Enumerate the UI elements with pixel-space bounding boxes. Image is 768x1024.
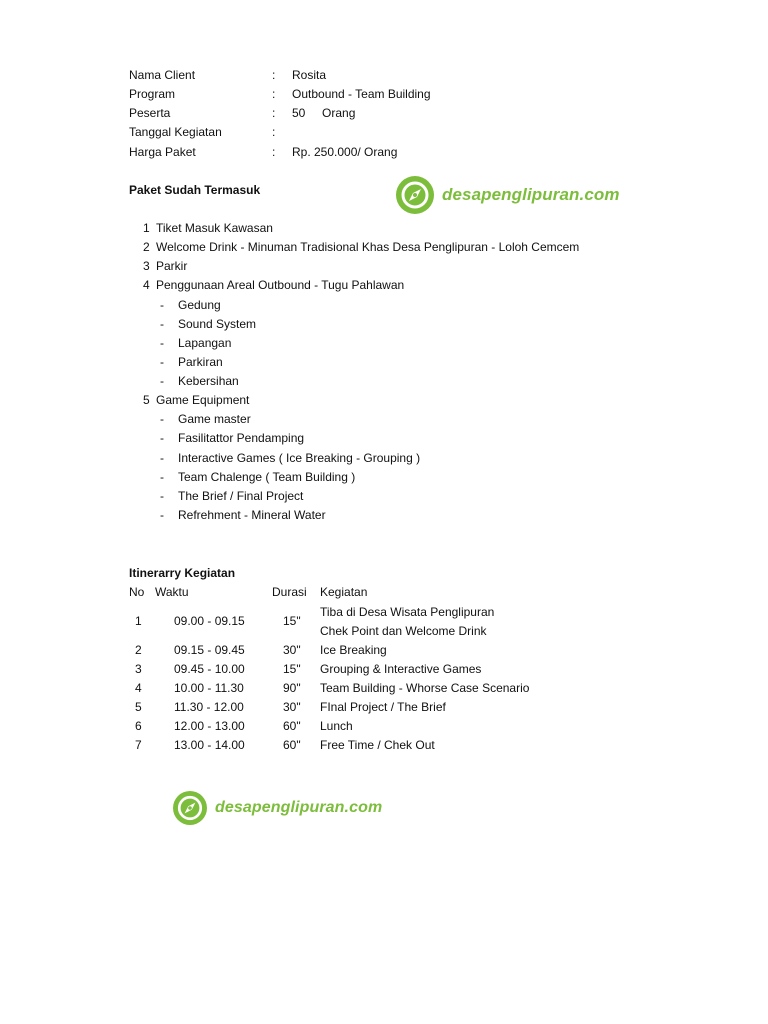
dash-bullet: -: [160, 412, 164, 426]
header-kegiatan: Kegiatan: [320, 585, 368, 599]
row-kegiatan: Grouping & Interactive Games: [320, 662, 482, 676]
dash-bullet: -: [160, 451, 164, 465]
item-number: 2: [143, 240, 150, 254]
list-subitem: Parkiran: [178, 355, 223, 369]
row-no: 1: [135, 614, 142, 628]
label-nama-client: Nama Client: [129, 68, 196, 82]
brand-logo-top: [396, 176, 620, 214]
row-waktu: 09.15 - 09.45: [174, 643, 245, 657]
row-durasi: 15": [283, 662, 301, 676]
list-item: Game Equipment: [156, 393, 250, 407]
row-kegiatan: Ice Breaking: [320, 643, 387, 657]
row-waktu: 13.00 - 14.00: [174, 738, 245, 752]
list-subitem: Game master: [178, 412, 251, 426]
row-durasi: 15": [283, 614, 301, 628]
brand-name: desapenglipuran.com: [215, 799, 383, 816]
row-waktu: 09.45 - 10.00: [174, 662, 245, 676]
value-program: Outbound - Team Building: [292, 87, 431, 101]
value-harga-paket: Rp. 250.000/ Orang: [292, 145, 398, 159]
header-no: No: [129, 585, 145, 599]
item-number: 1: [143, 221, 150, 235]
row-kegiatan-line2: Chek Point dan Welcome Drink: [320, 624, 487, 638]
row-no: 2: [135, 643, 142, 657]
row-durasi: 60": [283, 719, 301, 733]
dash-bullet: -: [160, 355, 164, 369]
list-subitem: Fasilitattor Pendamping: [178, 431, 305, 445]
dash-bullet: -: [160, 317, 164, 331]
row-durasi: 30": [283, 643, 301, 657]
dash-bullet: -: [160, 508, 164, 522]
label-harga-paket: Harga Paket: [129, 145, 196, 159]
label-peserta: Peserta: [129, 106, 171, 120]
list-item: Parkir: [156, 259, 188, 273]
dash-bullet: -: [160, 298, 164, 312]
row-durasi: 60": [283, 738, 301, 752]
list-subitem: Kebersihan: [178, 374, 239, 388]
separator: :: [272, 87, 276, 101]
separator: :: [272, 68, 276, 82]
paket-title: Paket Sudah Termasuk: [129, 183, 261, 197]
row-durasi: 90": [283, 681, 301, 695]
list-subitem: Team Chalenge ( Team Building ): [178, 470, 356, 484]
dash-bullet: -: [160, 470, 164, 484]
value-nama-client: Rosita: [292, 68, 327, 82]
row-kegiatan: Tiba di Desa Wisata Penglipuran: [320, 605, 495, 619]
separator: :: [272, 145, 276, 159]
separator: :: [272, 106, 276, 120]
item-number: 4: [143, 278, 150, 292]
row-no: 3: [135, 662, 142, 676]
dash-bullet: -: [160, 489, 164, 503]
row-durasi: 30": [283, 700, 301, 714]
row-no: 4: [135, 681, 142, 695]
item-number: 3: [143, 259, 150, 273]
list-subitem: Refrehment - Mineral Water: [178, 508, 326, 522]
list-subitem: Gedung: [178, 298, 221, 312]
label-tanggal-kegiatan: Tanggal Kegiatan: [129, 125, 222, 139]
value-peserta: 50 Orang: [292, 106, 356, 120]
row-kegiatan: FInal Project / The Brief: [320, 700, 446, 714]
list-subitem: Lapangan: [178, 336, 232, 350]
compass-icon: [396, 176, 434, 214]
separator: :: [272, 125, 276, 139]
row-waktu: 12.00 - 13.00: [174, 719, 245, 733]
row-waktu: 09.00 - 09.15: [174, 614, 245, 628]
list-item: Tiket Masuk Kawasan: [156, 221, 273, 235]
list-item: Welcome Drink - Minuman Tradisional Khas Desa Penglipuran - Loloh Cemcem: [156, 240, 580, 254]
dash-bullet: -: [160, 374, 164, 388]
item-number: 5: [143, 393, 150, 407]
row-no: 6: [135, 719, 142, 733]
itinerary-title: Itinerarry Kegiatan: [129, 566, 236, 580]
list-item: Penggunaan Areal Outbound - Tugu Pahlawan: [156, 278, 405, 292]
row-kegiatan: Team Building - Whorse Case Scenario: [320, 681, 530, 695]
row-waktu: 11.30 - 12.00: [174, 700, 244, 714]
row-kegiatan: Free Time / Chek Out: [320, 738, 435, 752]
label-program: Program: [129, 87, 176, 101]
row-waktu: 10.00 - 11.30: [174, 681, 244, 695]
dash-bullet: -: [160, 336, 164, 350]
compass-icon: [173, 791, 207, 825]
header-durasi: Durasi: [272, 585, 307, 599]
brand-name: desapenglipuran.com: [442, 185, 620, 204]
brand-logo-bottom: [173, 791, 382, 825]
dash-bullet: -: [160, 431, 164, 445]
list-subitem: The Brief / Final Project: [178, 489, 304, 503]
list-subitem: Interactive Games ( Ice Breaking - Grouping ): [178, 451, 421, 465]
row-no: 7: [135, 738, 142, 752]
row-kegiatan: Lunch: [320, 719, 353, 733]
row-no: 5: [135, 700, 142, 714]
header-waktu: Waktu: [155, 585, 189, 599]
list-subitem: Sound System: [178, 317, 257, 331]
